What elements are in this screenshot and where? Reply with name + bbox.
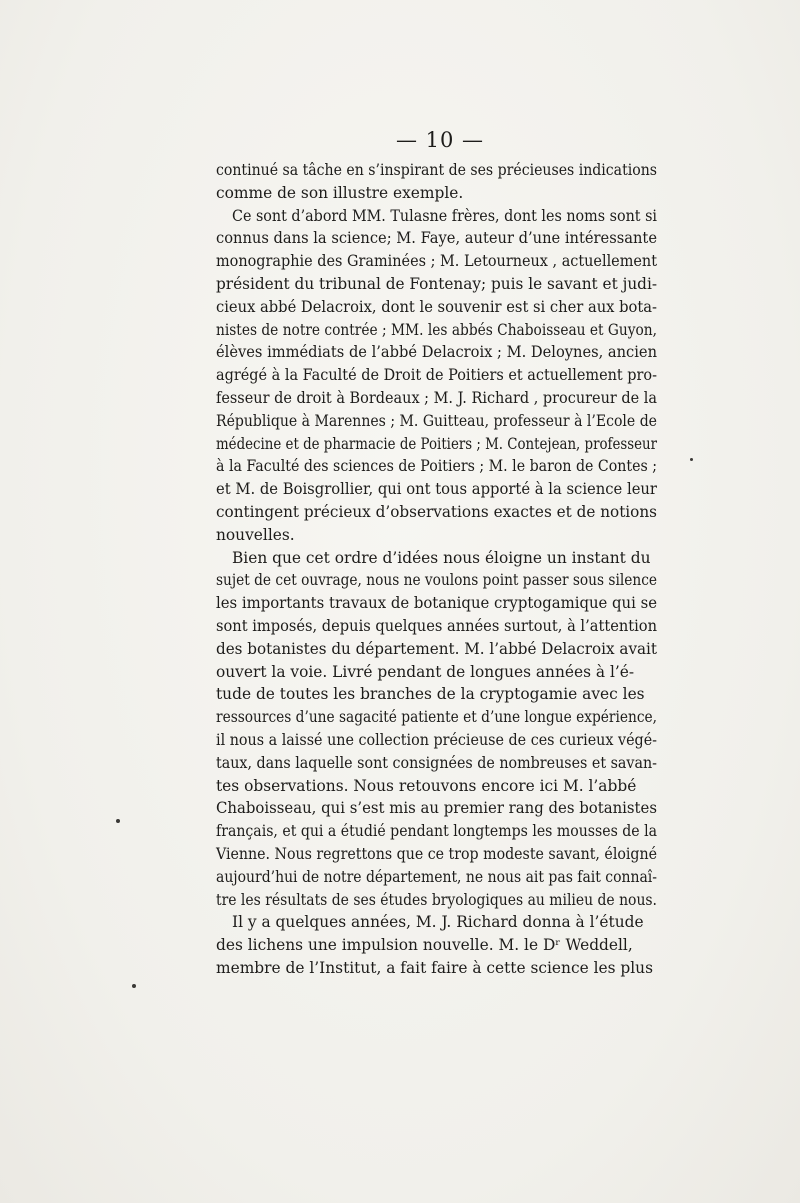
- text-line: Chaboisseau, qui s’est mis au premier rang des botanistes: [216, 799, 657, 818]
- text-line: tre les résultats de ses études bryologiques au milieu de nous.: [216, 890, 657, 909]
- text-line: des botanistes du département. M. l’abbé Delacroix avait: [216, 639, 657, 658]
- text-line: sont imposés, depuis quelques années surtout, à l’attention: [216, 616, 657, 635]
- ink-speck: [132, 984, 136, 988]
- text-line: Il y a quelques années, M. J. Richard donna à l’étude: [232, 913, 644, 932]
- text-line: français, et qui a étudié pendant longtemps les mousses de la: [216, 822, 657, 841]
- text-line: élèves immédiats de l’abbé Delacroix ; M. Deloynes, ancien: [216, 343, 657, 362]
- text-line: cieux abbé Delacroix, dont le souvenir est si cher aux bota-: [216, 297, 657, 316]
- text-line: aujourd’hui de notre département, ne nous ait pas fait connaî-: [216, 867, 657, 886]
- text-line: ressources d’une sagacité patiente et d’une longue expérience,: [216, 708, 657, 727]
- text-line: médecine et de pharmacie de Poitiers ; M. Contejean, professeur: [216, 434, 657, 453]
- text-line: les importants travaux de botanique cryptogamique qui se: [216, 594, 657, 613]
- body-text: [216, 159, 657, 980]
- text-line: agrégé à la Faculté de Droit de Poitiers et actuellement pro-: [216, 366, 657, 385]
- ink-speck: [116, 819, 120, 823]
- text-line: Bien que cet ordre d’idées nous éloigne un instant du: [232, 548, 651, 567]
- text-line: à la Faculté des sciences de Poitiers ; M. le baron de Contes ;: [216, 457, 657, 476]
- text-line: nouvelles.: [216, 525, 295, 544]
- text-line: fesseur de droit à Bordeaux ; M. J. Richard , procureur de la: [216, 388, 657, 407]
- text-line: des lichens une impulsion nouvelle. M. le Dʳ Weddell,: [216, 936, 633, 955]
- text-line: connus dans la science; M. Faye, auteur d’une intéressante: [216, 229, 657, 248]
- text-line: Ce sont d’abord MM. Tulasne frères, dont les noms sont si: [232, 206, 657, 225]
- ink-speck: [690, 458, 693, 461]
- text-line: membre de l’Institut, a fait faire à cette science les plus: [216, 958, 653, 977]
- text-line: tude de toutes les branches de la cryptogamie avec les: [216, 685, 645, 704]
- text-line: comme de son illustre exemple.: [216, 183, 464, 202]
- text-line: taux, dans laquelle sont consignées de nombreuses et savan-: [216, 753, 657, 772]
- text-line: et M. de Boisgrollier, qui ont tous apporté à la science leur: [216, 480, 657, 499]
- text-line: République à Marennes ; M. Guitteau, professeur à l’Ecole de: [216, 411, 657, 430]
- page-number: — 10 —: [395, 128, 485, 152]
- text-line: continué sa tâche en s’inspirant de ses précieuses indications: [216, 161, 657, 179]
- text-line: sujet de cet ouvrage, nous ne voulons point passer sous silence: [216, 571, 657, 590]
- text-line: nistes de notre contrée ; MM. les abbés Chaboisseau et Guyon,: [216, 320, 657, 339]
- text-line: monographie des Graminées ; M. Letourneux , actuellement: [216, 252, 657, 271]
- text-line: contingent précieux d’observations exactes et de notions: [216, 502, 657, 521]
- text-line: tes observations. Nous retouvons encore ici M. l’abbé: [216, 776, 637, 795]
- text-line: ouvert la voie. Livré pendant de longues années à l’é-: [216, 662, 635, 681]
- text-line: Vienne. Nous regrettons que ce trop modeste savant, éloigné: [216, 844, 657, 863]
- text-line: président du tribunal de Fontenay; puis le savant et judi-: [216, 274, 657, 293]
- text-line: il nous a laissé une collection précieuse de ces curieux végé-: [216, 730, 657, 749]
